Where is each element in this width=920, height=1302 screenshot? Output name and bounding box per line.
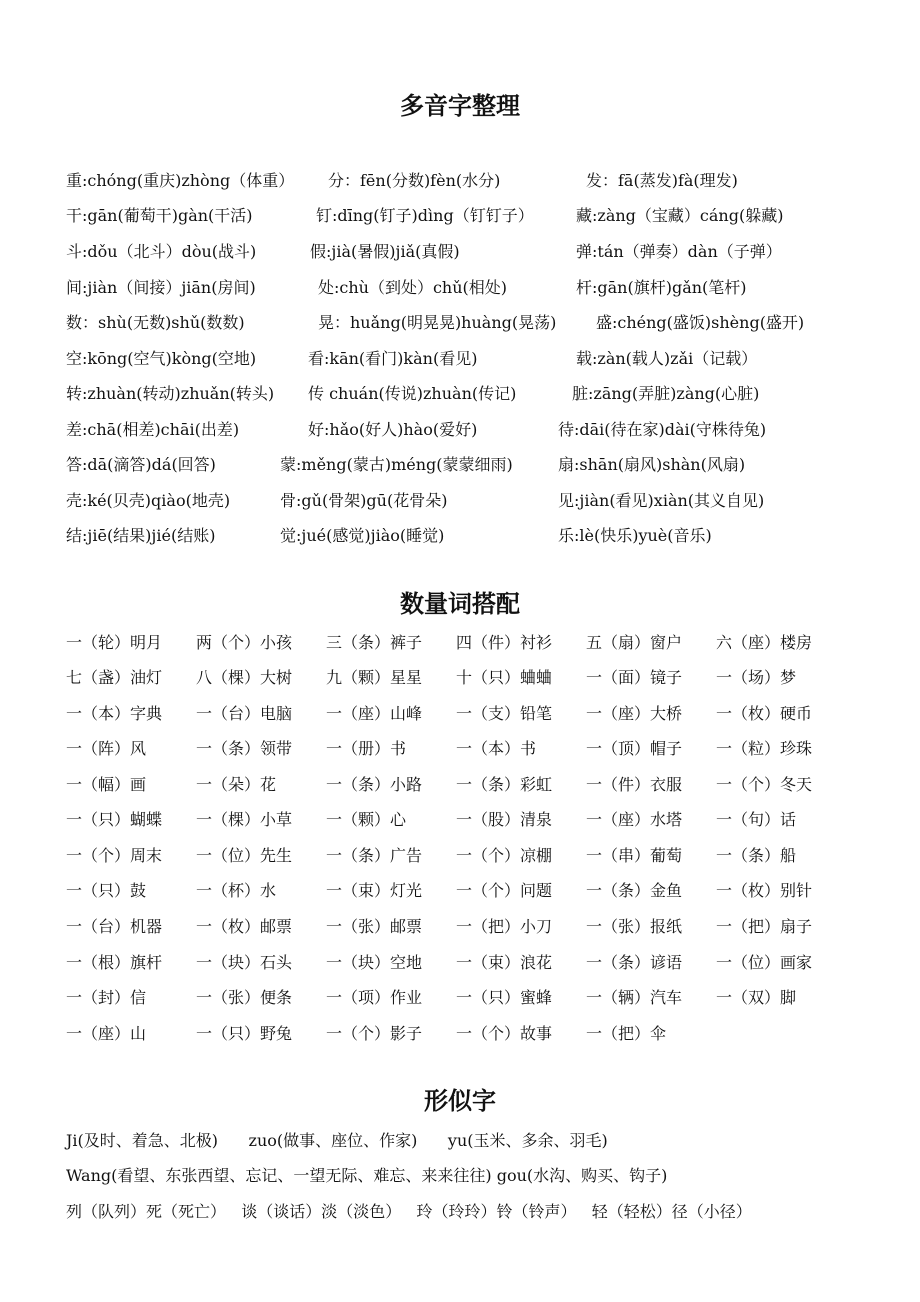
measure-word-entry: 一（座）山峰 bbox=[326, 704, 423, 723]
measure-word-entry: 一（张）报纸 bbox=[586, 917, 683, 936]
polyphonic-entry: 壳:ké(贝壳)qiào(地壳) bbox=[66, 491, 231, 510]
measure-word-entry: 一（个）影子 bbox=[326, 1024, 423, 1043]
measure-word-entry: 一（台）机器 bbox=[66, 917, 163, 936]
measure-word-entry: 一（句）话 bbox=[716, 810, 797, 829]
similar-chars-row bbox=[0, 1201, 920, 1223]
similar-chars-section-title: 形似字 bbox=[424, 1087, 496, 1115]
polyphonic-row bbox=[0, 241, 920, 263]
polyphonic-row bbox=[0, 490, 920, 512]
measure-word-entry: 一（位）画家 bbox=[716, 953, 813, 972]
polyphonic-entry: 蒙:měng(蒙古)méng(蒙蒙细雨) bbox=[280, 455, 513, 474]
measure-word-entry: 两（个）小孩 bbox=[196, 633, 293, 652]
polyphonic-entry: 脏:zāng(弄脏)zàng(心脏) bbox=[572, 384, 760, 403]
polyphonic-entry: 骨:gǔ(骨架)gū(花骨朵) bbox=[280, 491, 448, 510]
polyphonic-entry: 乐:lè(快乐)yuè(音乐) bbox=[558, 526, 712, 545]
measure-word-entry: 六（座）楼房 bbox=[716, 633, 813, 652]
polyphonic-section-title: 多音字整理 bbox=[400, 92, 520, 120]
measure-word-entry: 一（个）凉棚 bbox=[456, 846, 553, 865]
polyphonic-entry: 干:gān(葡萄干)gàn(干活) bbox=[66, 206, 253, 225]
measure-word-entry: 四（件）衬衫 bbox=[456, 633, 553, 652]
polyphonic-entry: 重:chóng(重庆)zhòng（体重） bbox=[66, 171, 295, 190]
measure-word-entry: 一（股）清泉 bbox=[456, 810, 553, 829]
measure-word-entry: 一（把）伞 bbox=[586, 1024, 667, 1043]
measure-word-entry: 一（件）衣服 bbox=[586, 775, 683, 794]
similar-chars-entry: 列（队列）死（死亡） 谈（谈话）淡（淡色） 玲（玲玲）铃（铃声） 轻（轻松）径（小径） bbox=[66, 1202, 752, 1221]
similar-chars-entry: Ji(及时、着急、北极) zuo(做事、座位、作家) yu(玉米、多余、羽毛) bbox=[66, 1131, 608, 1150]
measure-word-entry: 一（条）广告 bbox=[326, 846, 423, 865]
polyphonic-entry: 藏:zàng（宝藏）cáng(躲藏) bbox=[576, 206, 784, 225]
polyphonic-row bbox=[0, 205, 920, 227]
polyphonic-entry: 斗:dǒu（北斗）dòu(战斗) bbox=[66, 242, 257, 261]
polyphonic-entry: 见:jiàn(看见)xiàn(其义自见) bbox=[558, 491, 765, 510]
polyphonic-entry: 看:kān(看门)kàn(看见) bbox=[308, 349, 478, 368]
measure-word-entry: 一（座）山 bbox=[66, 1024, 147, 1043]
measure-word-entry: 一（座）水塔 bbox=[586, 810, 683, 829]
polyphonic-entry: 结:jiē(结果)jié(结账) bbox=[66, 526, 216, 545]
measure-word-entry: 七（盏）油灯 bbox=[66, 668, 163, 687]
measure-word-entry: 三（条）裤子 bbox=[326, 633, 423, 652]
measure-word-entry: 一（条）谚语 bbox=[586, 953, 683, 972]
polyphonic-entry: 假:jià(暑假)jiǎ(真假) bbox=[310, 242, 460, 261]
measure-word-entry: 一（颗）心 bbox=[326, 810, 407, 829]
measure-word-entry: 一（面）镜子 bbox=[586, 668, 683, 687]
measure-word-entry: 一（棵）小草 bbox=[196, 810, 293, 829]
measure-word-entry: 一（座）大桥 bbox=[586, 704, 683, 723]
measure-words-row bbox=[0, 916, 920, 938]
measure-word-entry: 一（本）字典 bbox=[66, 704, 163, 723]
measure-words-row bbox=[0, 774, 920, 796]
polyphonic-entry: 弹:tán（弹奏）dàn（子弹） bbox=[576, 242, 782, 261]
measure-word-entry: 一（双）脚 bbox=[716, 988, 797, 1007]
measure-word-entry: 一（场）梦 bbox=[716, 668, 797, 687]
measure-word-entry: 一（本）书 bbox=[456, 739, 537, 758]
polyphonic-row bbox=[0, 170, 920, 192]
measure-word-entry: 一（位）先生 bbox=[196, 846, 293, 865]
polyphonic-entry: 差:chā(相差)chāi(出差) bbox=[66, 420, 240, 439]
polyphonic-entry: 待:dāi(待在家)dài(守株待兔) bbox=[558, 420, 767, 439]
polyphonic-row bbox=[0, 348, 920, 370]
measure-word-entry: 一（台）电脑 bbox=[196, 704, 293, 723]
measure-word-entry: 一（个）故事 bbox=[456, 1024, 553, 1043]
measure-word-entry: 一（张）便条 bbox=[196, 988, 293, 1007]
measure-word-entry: 一（粒）珍珠 bbox=[716, 739, 813, 758]
polyphonic-entry: 觉:jué(感觉)jiào(睡觉) bbox=[280, 526, 445, 545]
measure-word-entry: 一（条）船 bbox=[716, 846, 797, 865]
measure-word-entry: 八（棵）大树 bbox=[196, 668, 293, 687]
polyphonic-entry: 答:dā(滴答)dá(回答) bbox=[66, 455, 216, 474]
measure-word-entry: 一（册）书 bbox=[326, 739, 407, 758]
measure-word-entry: 一（串）葡萄 bbox=[586, 846, 683, 865]
polyphonic-row bbox=[0, 277, 920, 299]
polyphonic-entry: 晃：huǎng(明晃晃)huàng(晃荡) bbox=[318, 313, 557, 332]
measure-words-row bbox=[0, 952, 920, 974]
measure-words-row bbox=[0, 703, 920, 725]
measure-word-entry: 一（条）彩虹 bbox=[456, 775, 553, 794]
measure-words-row bbox=[0, 880, 920, 902]
polyphonic-entry: 杆:gān(旗杆)gǎn(笔杆) bbox=[576, 278, 747, 297]
similar-chars-row bbox=[0, 1130, 920, 1152]
polyphonic-row bbox=[0, 312, 920, 334]
measure-word-entry: 一（阵）风 bbox=[66, 739, 147, 758]
measure-word-entry: 一（束）浪花 bbox=[456, 953, 553, 972]
polyphonic-row bbox=[0, 419, 920, 441]
measure-word-entry: 一（项）作业 bbox=[326, 988, 423, 1007]
measure-word-entry: 一（把）扇子 bbox=[716, 917, 813, 936]
measure-word-entry: 一（张）邮票 bbox=[326, 917, 423, 936]
polyphonic-entry: 处:chù（到处）chǔ(相处) bbox=[318, 278, 508, 297]
measure-word-entry: 一（杯）水 bbox=[196, 881, 277, 900]
measure-word-entry: 九（颗）星星 bbox=[326, 668, 423, 687]
measure-word-entry: 一（枚）别针 bbox=[716, 881, 813, 900]
measure-words-row bbox=[0, 738, 920, 760]
measure-word-entry: 一（块）空地 bbox=[326, 953, 423, 972]
measure-word-entry: 一（幅）画 bbox=[66, 775, 147, 794]
polyphonic-row bbox=[0, 525, 920, 547]
measure-word-entry: 十（只）蛐蛐 bbox=[456, 668, 553, 687]
measure-word-entry: 一（顶）帽子 bbox=[586, 739, 683, 758]
measure-word-entry: 一（束）灯光 bbox=[326, 881, 423, 900]
measure-word-entry: 一（朵）花 bbox=[196, 775, 277, 794]
polyphonic-entry: 盛:chéng(盛饭)shèng(盛开) bbox=[596, 313, 805, 332]
measure-word-entry: 一（封）信 bbox=[66, 988, 147, 1007]
measure-word-entry: 一（条）小路 bbox=[326, 775, 423, 794]
measure-word-entry: 一（条）领带 bbox=[196, 739, 293, 758]
measure-words-row bbox=[0, 987, 920, 1009]
measure-words-row bbox=[0, 667, 920, 689]
measure-word-entry: 一（辆）汽车 bbox=[586, 988, 683, 1007]
measure-word-entry: 一（根）旗杆 bbox=[66, 953, 163, 972]
polyphonic-entry: 发：fā(蒸发)fà(理发) bbox=[586, 171, 738, 190]
measure-word-entry: 一（把）小刀 bbox=[456, 917, 553, 936]
measure-words-row bbox=[0, 632, 920, 654]
similar-chars-row bbox=[0, 1165, 920, 1187]
measure-words-row bbox=[0, 1023, 920, 1045]
measure-word-entry: 一（枚）硬币 bbox=[716, 704, 813, 723]
measure-word-entry: 一（只）野兔 bbox=[196, 1024, 293, 1043]
polyphonic-row bbox=[0, 454, 920, 476]
measure-word-entry: 一（只）鼓 bbox=[66, 881, 147, 900]
measure-words-row bbox=[0, 845, 920, 867]
polyphonic-entry: 传 chuán(传说)zhuàn(传记) bbox=[308, 384, 517, 403]
measure-word-entry: 一（支）铅笔 bbox=[456, 704, 553, 723]
measure-word-entry: 一（轮）明月 bbox=[66, 633, 163, 652]
measure-word-entry: 一（块）石头 bbox=[196, 953, 293, 972]
measure-word-entry: 一（个）周末 bbox=[66, 846, 163, 865]
polyphonic-entry: 钉:dīng(钉子)dìng（钉钉子） bbox=[316, 206, 534, 225]
measure-word-entry: 一（个）问题 bbox=[456, 881, 553, 900]
measure-words-row bbox=[0, 809, 920, 831]
measure-word-entry: 一（条）金鱼 bbox=[586, 881, 683, 900]
polyphonic-entry: 载:zàn(载人)zǎi（记载） bbox=[576, 349, 758, 368]
measure-word-entry: 一（枚）邮票 bbox=[196, 917, 293, 936]
measure-word-entry: 一（只）蝴蝶 bbox=[66, 810, 163, 829]
similar-chars-entry: Wang(看望、东张西望、忘记、一望无际、难忘、来来往往) gou(水沟、购买、钩子) bbox=[66, 1166, 668, 1185]
measure-word-entry: 一（个）冬天 bbox=[716, 775, 813, 794]
polyphonic-row bbox=[0, 383, 920, 405]
polyphonic-entry: 空:kōng(空气)kòng(空地) bbox=[66, 349, 257, 368]
measure-word-entry: 一（只）蜜蜂 bbox=[456, 988, 553, 1007]
measure-words-section-title: 数量词搭配 bbox=[400, 590, 520, 618]
polyphonic-entry: 扇:shān(扇风)shàn(风扇) bbox=[558, 455, 746, 474]
measure-word-entry: 五（扇）窗户 bbox=[586, 633, 683, 652]
polyphonic-entry: 分：fēn(分数)fèn(水分) bbox=[328, 171, 501, 190]
polyphonic-entry: 数：shù(无数)shǔ(数数) bbox=[66, 313, 245, 332]
polyphonic-entry: 间:jiàn（间接）jiān(房间) bbox=[66, 278, 256, 297]
polyphonic-entry: 转:zhuàn(转动)zhuǎn(转头) bbox=[66, 384, 275, 403]
polyphonic-entry: 好:hǎo(好人)hào(爱好) bbox=[308, 420, 478, 439]
